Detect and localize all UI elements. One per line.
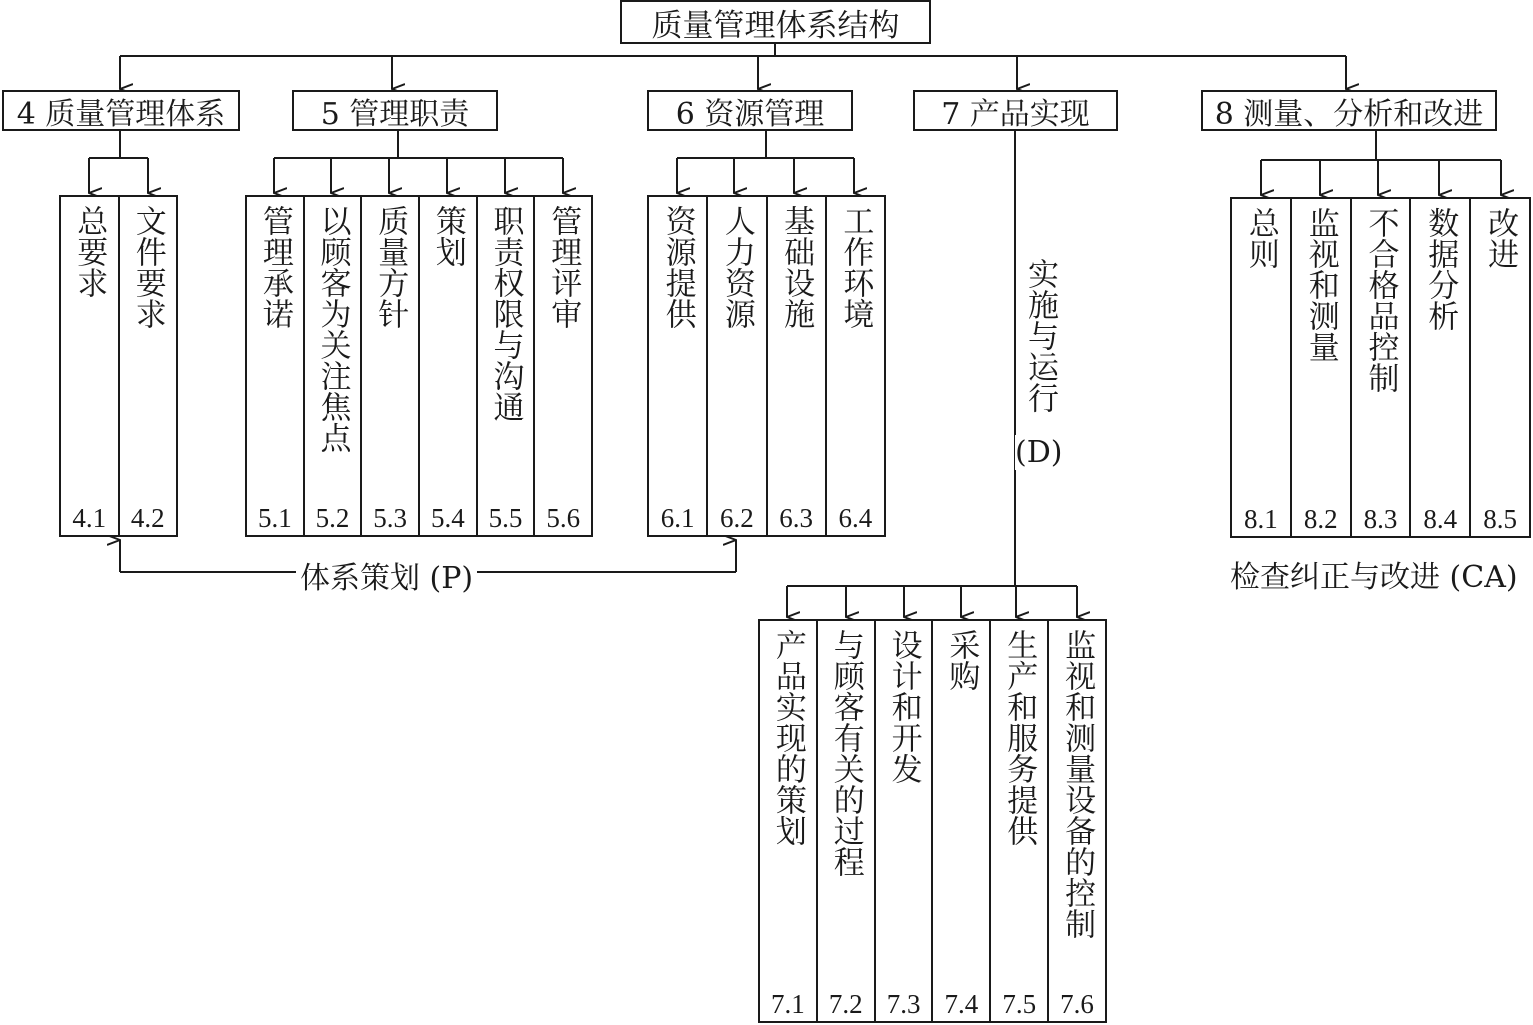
item-5-2-number: 5.2	[315, 503, 350, 533]
item-8-3-number: 8.3	[1363, 504, 1398, 534]
item-7-4-text: 采购	[943, 629, 980, 691]
item-5-4-number: 5.4	[430, 503, 465, 533]
item-7-6-text: 监视和测量设备的控制	[1059, 629, 1096, 939]
item-5-5-text: 职责权限与沟通	[487, 205, 524, 422]
item-5-4	[420, 197, 478, 535]
item-8-2-text: 监视和测量	[1302, 207, 1339, 362]
item-8-2	[1292, 199, 1352, 536]
item-4-1-number: 4.1	[72, 503, 107, 533]
item-7-3	[876, 621, 934, 1021]
item-5-1	[247, 197, 305, 535]
item-8-5-number: 8.5	[1483, 504, 1517, 534]
item-5-3-text: 质量方针	[372, 205, 409, 329]
item-6-4	[827, 197, 884, 535]
diagram-title-text: 质量管理体系结构	[651, 7, 900, 44]
item-4-1	[61, 197, 120, 535]
item-5-5	[478, 197, 536, 535]
item-5-2-text: 以顾客为关注焦点	[314, 205, 351, 453]
item-5-6	[535, 197, 591, 535]
section-4-items	[59, 195, 178, 537]
item-6-2-number: 6.2	[720, 503, 754, 533]
item-8-5-text: 改进	[1482, 207, 1519, 269]
item-7-6-number: 7.6	[1060, 989, 1094, 1019]
item-5-4-text: 策划	[429, 205, 466, 267]
section-4-label: 4 质量管理体系	[16, 96, 226, 132]
item-6-3	[768, 197, 827, 535]
item-7-4	[933, 621, 991, 1021]
item-5-3	[362, 197, 420, 535]
item-7-5-text: 生产和服务提供	[1001, 629, 1038, 846]
item-8-2-number: 8.2	[1303, 504, 1338, 534]
section-6-header	[647, 90, 853, 131]
item-6-4-number: 6.4	[838, 503, 873, 533]
item-5-1-number: 5.1	[257, 503, 292, 533]
item-8-4-number: 8.4	[1423, 504, 1458, 534]
item-8-1	[1232, 199, 1292, 536]
item-4-1-text: 总要求	[71, 205, 108, 298]
item-6-2	[708, 197, 767, 535]
item-7-5	[991, 621, 1049, 1021]
item-6-3-number: 6.3	[779, 503, 813, 533]
diagram-title	[620, 0, 931, 44]
section-8-header	[1201, 90, 1497, 131]
item-7-1-number: 7.1	[771, 989, 805, 1019]
item-8-5	[1471, 199, 1529, 536]
item-8-4-text: 数据分析	[1422, 207, 1459, 331]
item-7-2	[818, 621, 876, 1021]
section-7-items	[758, 619, 1107, 1023]
item-5-3-number: 5.3	[373, 503, 408, 533]
section-7-label: 7 产品实现	[941, 96, 1090, 132]
section-8-items	[1230, 197, 1531, 538]
section-6-items	[647, 195, 886, 537]
item-8-1-number: 8.1	[1244, 504, 1278, 534]
section-5-label: 5 管理职责	[320, 96, 470, 132]
item-7-2-number: 7.2	[828, 989, 863, 1019]
section-7-header	[913, 90, 1118, 131]
item-7-5-number: 7.5	[1002, 989, 1037, 1019]
item-6-1	[649, 197, 708, 535]
item-4-2	[120, 197, 177, 535]
item-6-3-text: 基础设施	[778, 205, 815, 329]
item-8-3	[1352, 199, 1412, 536]
item-6-1-text: 资源提供	[659, 205, 696, 329]
item-4-2-number: 4.2	[130, 503, 165, 533]
item-7-3-text: 设计和开发	[885, 629, 922, 784]
section-6-label: 6 资源管理	[675, 96, 825, 132]
item-5-6-text: 管理评审	[545, 205, 582, 329]
item-6-2-text: 人力资源	[718, 205, 755, 329]
item-7-1	[760, 621, 818, 1021]
section-4-header	[2, 90, 240, 131]
item-5-6-number: 5.6	[546, 503, 581, 533]
do-code-label: (D)	[1015, 435, 1063, 470]
item-7-1-text: 产品实现的策划	[769, 629, 806, 846]
item-8-1-text: 总则	[1242, 207, 1279, 269]
do-label: 实施与运行	[1022, 258, 1058, 413]
section-8-label: 8 测量、分析和改进	[1214, 96, 1484, 132]
item-5-2	[305, 197, 363, 535]
item-6-1-number: 6.1	[660, 503, 695, 533]
plan-label: 体系策划 (P)	[296, 553, 477, 597]
item-5-1-text: 管理承诺	[256, 205, 293, 329]
item-7-2-text: 与顾客有关的过程	[827, 629, 864, 877]
item-5-5-number: 5.5	[488, 503, 523, 533]
item-8-3-text: 不合格品控制	[1362, 207, 1399, 393]
item-7-3-number: 7.3	[886, 989, 921, 1019]
item-7-6	[1049, 621, 1105, 1021]
item-8-4	[1411, 199, 1471, 536]
item-6-4-text: 工作环境	[837, 205, 874, 329]
check-label: 检查纠正与改进 (CA)	[1230, 552, 1518, 596]
section-5-header	[292, 90, 498, 131]
item-7-4-number: 7.4	[944, 989, 979, 1019]
section-5-items	[245, 195, 593, 537]
item-4-2-text: 文件要求	[129, 205, 166, 329]
